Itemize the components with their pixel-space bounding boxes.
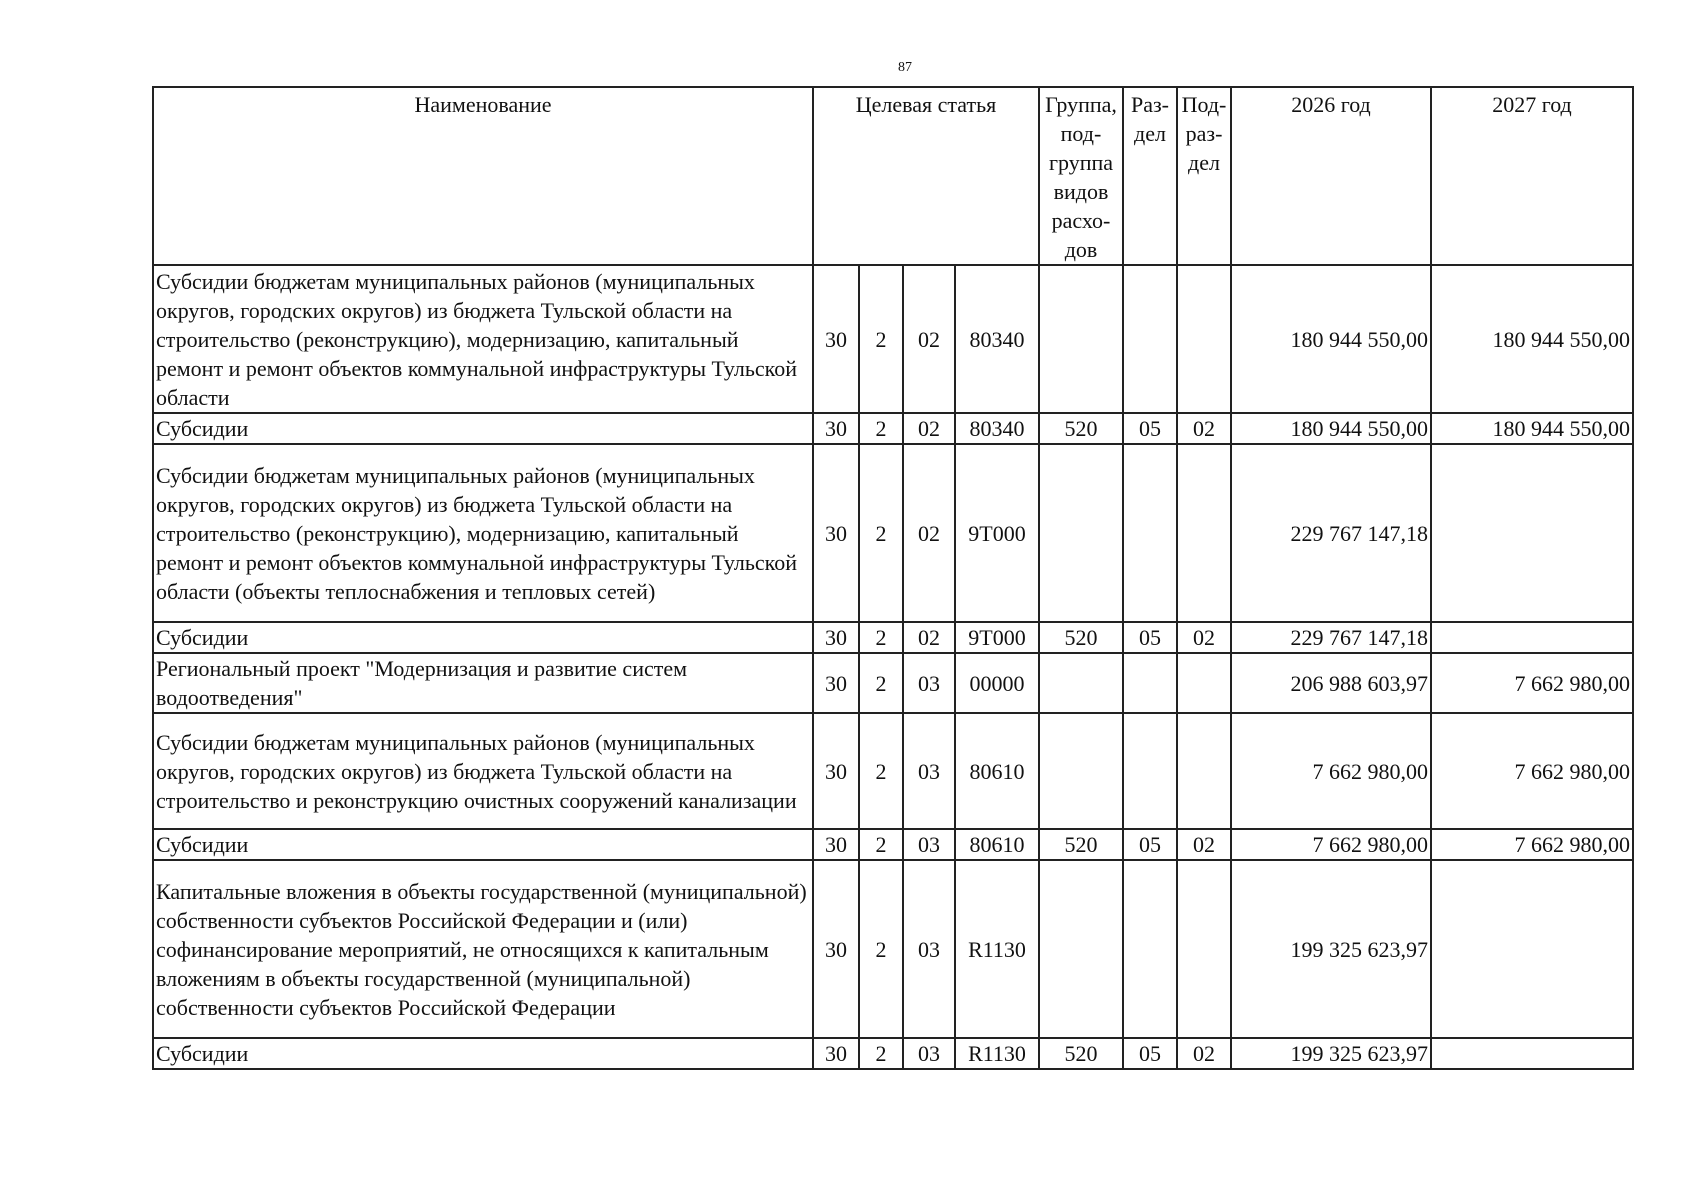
target-part2-cell: 2	[859, 622, 903, 653]
amount-2026-cell: 199 325 623,97	[1231, 860, 1431, 1038]
subsection-cell: 02	[1177, 622, 1231, 653]
header-target: Целевая статья	[813, 87, 1039, 265]
target-part4-cell: 9Т000	[955, 444, 1039, 622]
target-part3-cell: 03	[903, 829, 955, 860]
row-name-cell: Субсидии	[153, 413, 813, 444]
table-row	[153, 860, 1633, 1038]
section-cell	[1123, 713, 1177, 829]
table-row	[153, 1038, 1633, 1069]
budget-table	[152, 86, 1634, 1070]
section-cell	[1123, 444, 1177, 622]
amount-2027-cell	[1431, 444, 1633, 622]
header-row	[153, 87, 1633, 265]
section-cell	[1123, 265, 1177, 413]
subsection-cell	[1177, 265, 1231, 413]
amount-2027-cell: 180 944 550,00	[1431, 265, 1633, 413]
table-row	[153, 622, 1633, 653]
target-part1-cell: 30	[813, 622, 859, 653]
target-part2-cell: 2	[859, 653, 903, 713]
table-row	[153, 265, 1633, 413]
amount-2027-cell: 7 662 980,00	[1431, 713, 1633, 829]
target-part4-cell: 80610	[955, 829, 1039, 860]
subsection-cell	[1177, 444, 1231, 622]
amount-2027-cell: 7 662 980,00	[1431, 653, 1633, 713]
target-part3-cell: 02	[903, 265, 955, 413]
subsection-cell	[1177, 713, 1231, 829]
target-part4-cell: R1130	[955, 1038, 1039, 1069]
section-cell	[1123, 653, 1177, 713]
target-part2-cell: 2	[859, 265, 903, 413]
subsection-cell	[1177, 860, 1231, 1038]
target-part2-cell: 2	[859, 713, 903, 829]
target-part1-cell: 30	[813, 265, 859, 413]
target-part3-cell: 03	[903, 860, 955, 1038]
amount-2026-cell: 7 662 980,00	[1231, 713, 1431, 829]
subsection-cell	[1177, 653, 1231, 713]
target-part3-cell: 02	[903, 413, 955, 444]
amount-2027-cell	[1431, 860, 1633, 1038]
amount-2026-cell: 229 767 147,18	[1231, 622, 1431, 653]
header-name: Наименование	[153, 87, 813, 265]
target-part1-cell: 30	[813, 829, 859, 860]
target-part3-cell: 03	[903, 713, 955, 829]
target-part1-cell: 30	[813, 713, 859, 829]
target-part2-cell: 2	[859, 1038, 903, 1069]
amount-2026-cell: 199 325 623,97	[1231, 1038, 1431, 1069]
header-group: Группа, под- группа видов расхо- дов	[1039, 87, 1123, 265]
target-part1-cell: 30	[813, 653, 859, 713]
target-part1-cell: 30	[813, 1038, 859, 1069]
amount-2026-cell: 180 944 550,00	[1231, 413, 1431, 444]
expense-group-cell: 520	[1039, 413, 1123, 444]
row-name-cell: Субсидии	[153, 829, 813, 860]
section-cell: 05	[1123, 829, 1177, 860]
expense-group-cell	[1039, 444, 1123, 622]
expense-group-cell: 520	[1039, 622, 1123, 653]
table-row	[153, 444, 1633, 622]
target-part1-cell: 30	[813, 444, 859, 622]
expense-group-cell	[1039, 265, 1123, 413]
target-part3-cell: 03	[903, 653, 955, 713]
row-name-cell: Субсидии	[153, 1038, 813, 1069]
expense-group-cell	[1039, 653, 1123, 713]
subsection-cell: 02	[1177, 413, 1231, 444]
subsection-cell: 02	[1177, 829, 1231, 860]
target-part4-cell: 80610	[955, 713, 1039, 829]
amount-2026-cell: 180 944 550,00	[1231, 265, 1431, 413]
target-part3-cell: 03	[903, 1038, 955, 1069]
row-name-cell: Субсидии бюджетам муниципальных районов (муниципальных округов, городских округов) из бюджета Тульской области на строительство (реконструкцию), модернизацию, капитальный ремонт и ремонт объектов коммунальной инфраструктуры Тульской области	[153, 265, 813, 413]
target-part3-cell: 02	[903, 622, 955, 653]
target-part4-cell: 9Т000	[955, 622, 1039, 653]
section-cell: 05	[1123, 1038, 1177, 1069]
amount-2027-cell	[1431, 1038, 1633, 1069]
target-part2-cell: 2	[859, 829, 903, 860]
header-section: Раз- дел	[1123, 87, 1177, 265]
table-row	[153, 653, 1633, 713]
row-name-cell: Капитальные вложения в объекты государственной (муниципальной) собственности субъектов Российской Федерации и (или) софинансирование мероприятий, не относящихся к капитальным вложениям в объекты государственной (муниципальной) собственности субъектов Российской Федерации	[153, 860, 813, 1038]
row-name-cell: Субсидии	[153, 622, 813, 653]
section-cell: 05	[1123, 622, 1177, 653]
target-part4-cell: 80340	[955, 413, 1039, 444]
expense-group-cell	[1039, 860, 1123, 1038]
section-cell	[1123, 860, 1177, 1038]
target-part2-cell: 2	[859, 444, 903, 622]
target-part3-cell: 02	[903, 444, 955, 622]
amount-2027-cell: 7 662 980,00	[1431, 829, 1633, 860]
section-cell: 05	[1123, 413, 1177, 444]
header-subsection: Под- раз- дел	[1177, 87, 1231, 265]
row-name-cell: Субсидии бюджетам муниципальных районов (муниципальных округов, городских округов) из бюджета Тульской области на строительство (реконструкцию), модернизацию, капитальный ремонт и ремонт объектов коммунальной инфраструктуры Тульской области (объекты теплоснабжения и тепловых сетей)	[153, 444, 813, 622]
expense-group-cell: 520	[1039, 1038, 1123, 1069]
header-2026: 2026 год	[1231, 87, 1431, 265]
target-part1-cell: 30	[813, 413, 859, 444]
target-part4-cell: 80340	[955, 265, 1039, 413]
target-part2-cell: 2	[859, 413, 903, 444]
table-row	[153, 829, 1633, 860]
expense-group-cell	[1039, 713, 1123, 829]
target-part1-cell: 30	[813, 860, 859, 1038]
table-row	[153, 413, 1633, 444]
expense-group-cell: 520	[1039, 829, 1123, 860]
amount-2026-cell: 7 662 980,00	[1231, 829, 1431, 860]
header-2027: 2027 год	[1431, 87, 1633, 265]
table-row	[153, 713, 1633, 829]
subsection-cell: 02	[1177, 1038, 1231, 1069]
row-name-cell: Субсидии бюджетам муниципальных районов (муниципальных округов, городских округов) из бюджета Тульской области на строительство и реконструкцию очистных сооружений канализации	[153, 713, 813, 829]
amount-2026-cell: 206 988 603,97	[1231, 653, 1431, 713]
target-part2-cell: 2	[859, 860, 903, 1038]
row-name-cell: Региональный проект "Модернизация и развитие систем водоотведения"	[153, 653, 813, 713]
page-number: 87	[898, 60, 912, 75]
amount-2026-cell: 229 767 147,18	[1231, 444, 1431, 622]
amount-2027-cell: 180 944 550,00	[1431, 413, 1633, 444]
amount-2027-cell	[1431, 622, 1633, 653]
target-part4-cell: 00000	[955, 653, 1039, 713]
target-part4-cell: R1130	[955, 860, 1039, 1038]
